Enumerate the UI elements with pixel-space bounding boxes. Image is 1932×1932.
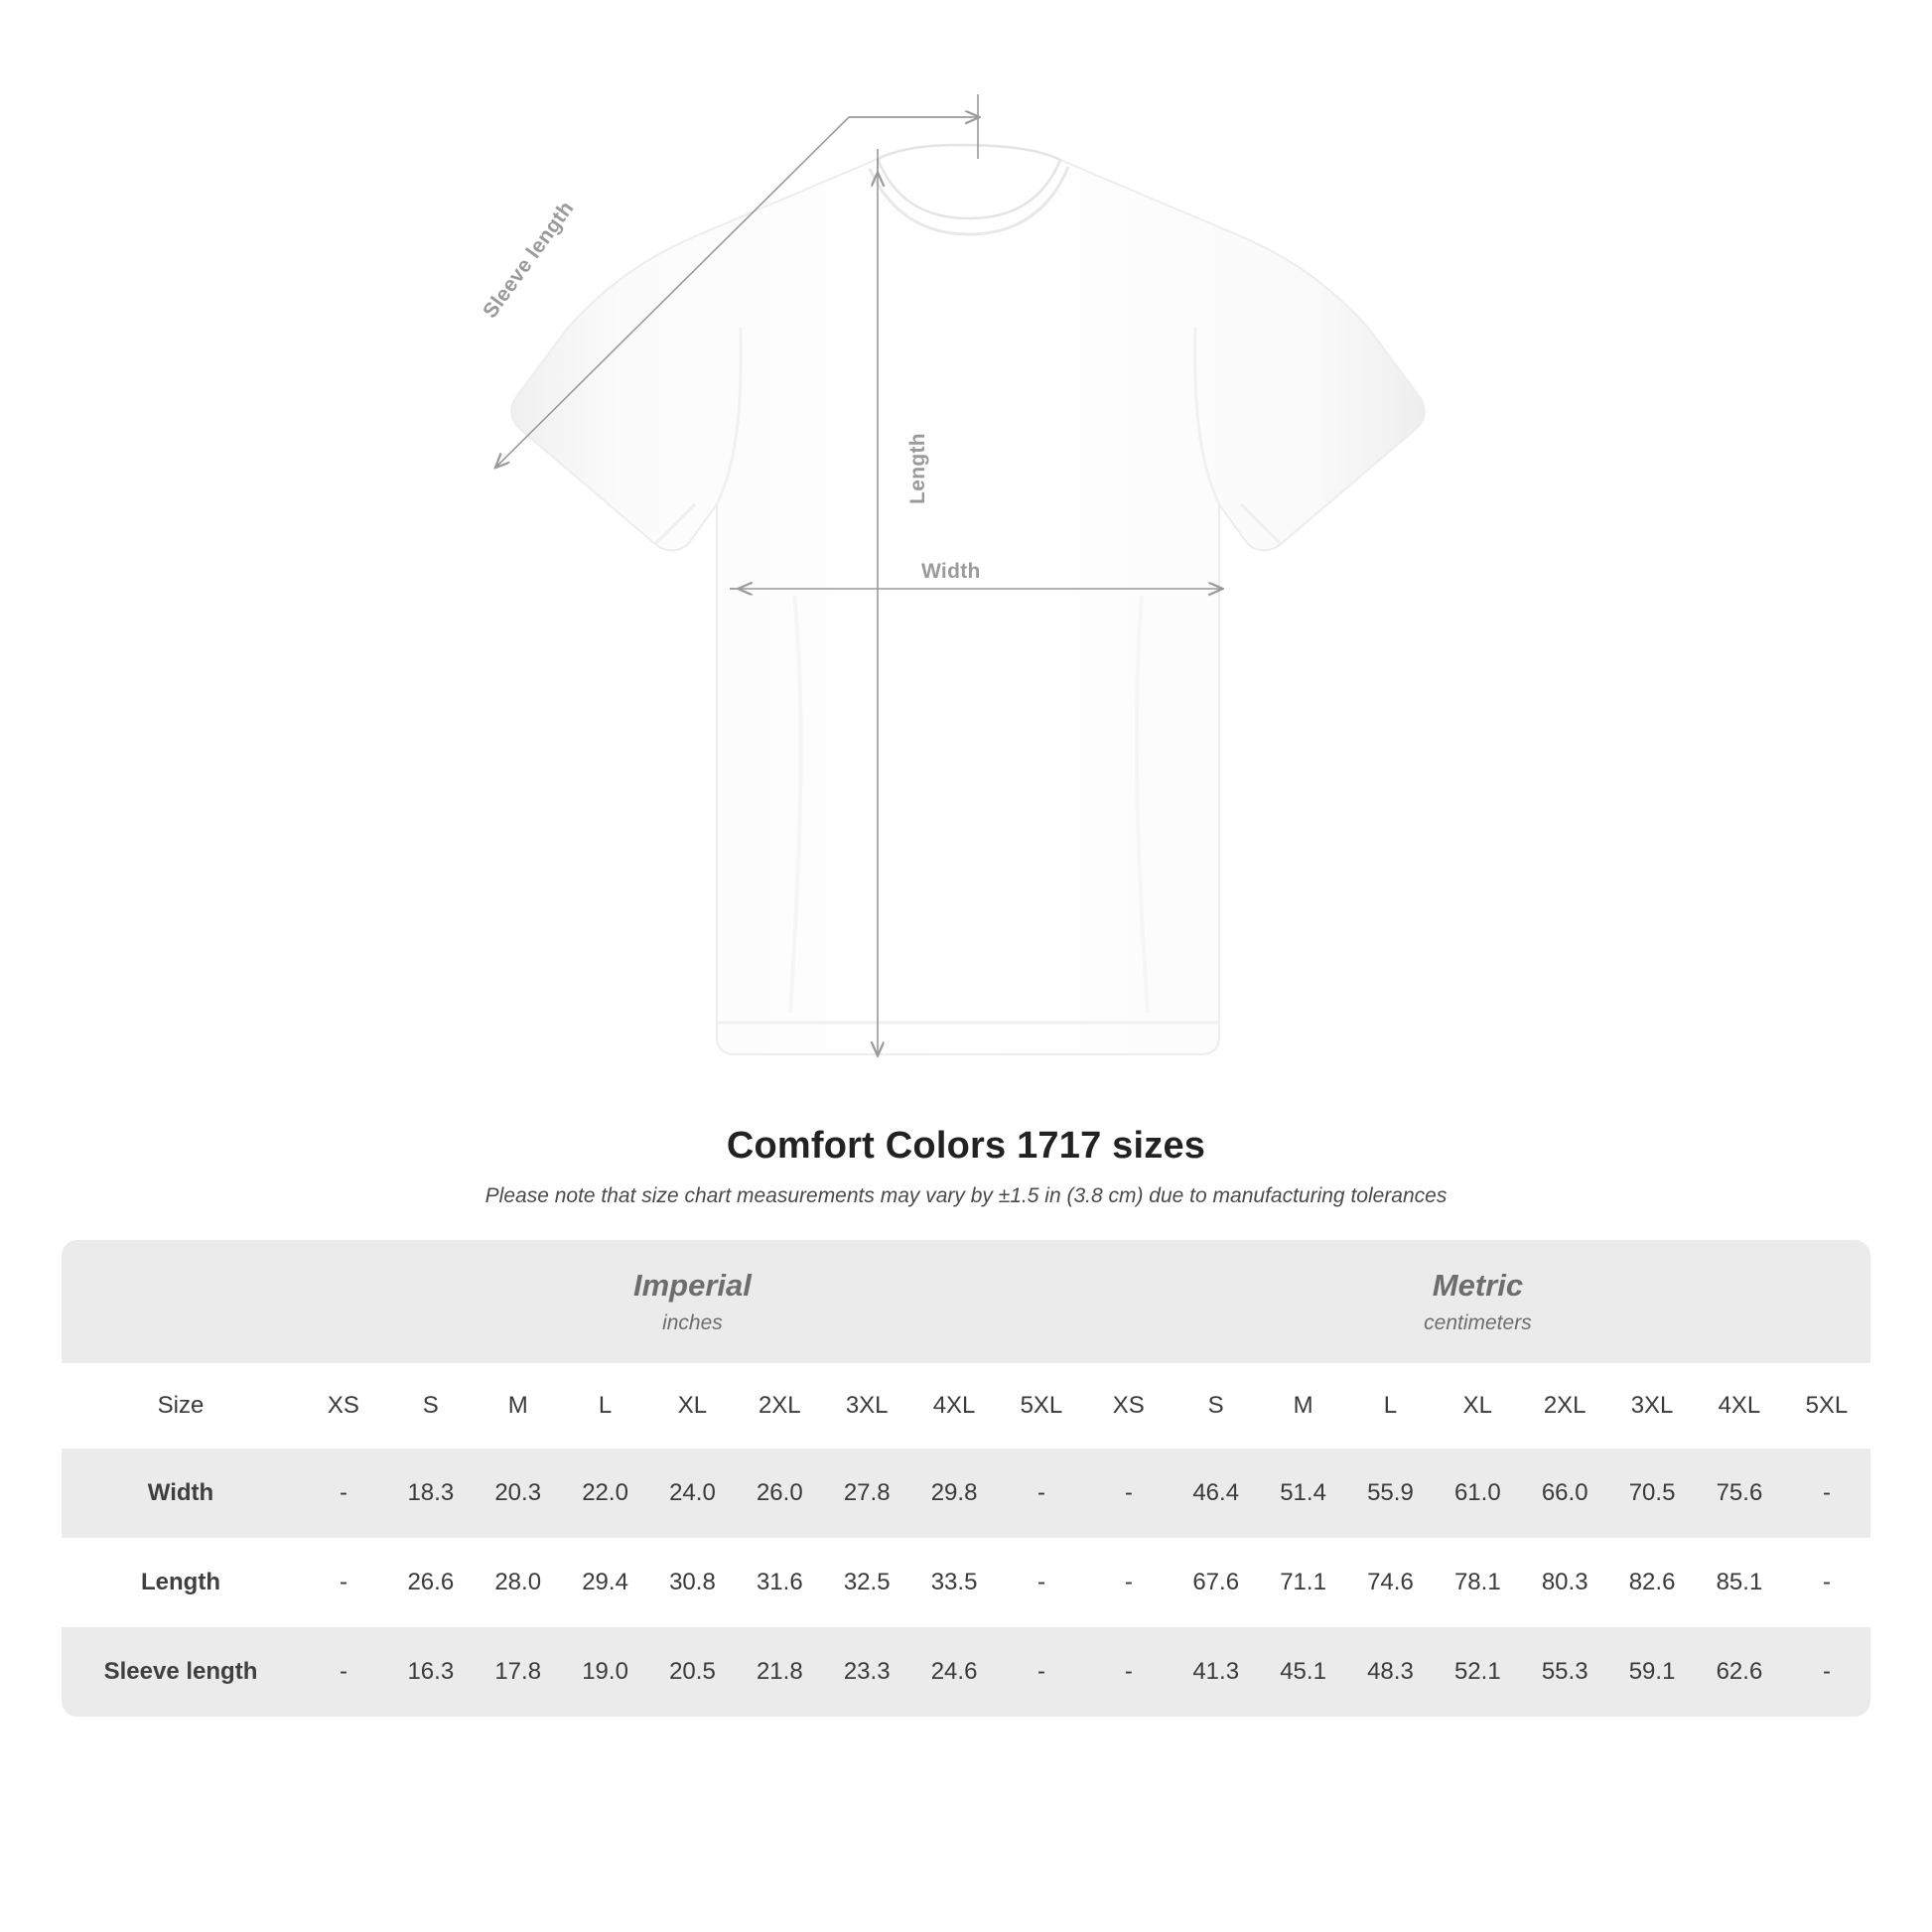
unit-header-imperial [300, 1240, 1085, 1363]
cell-sleeve-length-imperial-xs: - [300, 1627, 387, 1717]
unit-header-metric [1085, 1240, 1870, 1363]
cell-length-imperial-5xl: - [998, 1538, 1085, 1627]
unit-row-spacer [62, 1240, 300, 1363]
cell-width-imperial-xl: 24.0 [649, 1449, 737, 1538]
cell-sleeve-length-imperial-2xl: 21.8 [736, 1627, 823, 1717]
size-chart-table [62, 1240, 1870, 1717]
row-label-length: Length [62, 1538, 300, 1627]
cell-width-metric-l: 55.9 [1347, 1449, 1435, 1538]
cell-width-imperial-3xl: 27.8 [823, 1449, 910, 1538]
size-column-header-imperial-2xl: 2XL [736, 1363, 823, 1449]
page-title: Comfort Colors 1717 sizes [726, 1125, 1206, 1167]
cell-width-imperial-m: 20.3 [475, 1449, 562, 1538]
cell-length-imperial-2xl: 31.6 [736, 1538, 823, 1627]
cell-sleeve-length-metric-s: 41.3 [1173, 1627, 1260, 1717]
table-row [62, 1538, 1870, 1627]
cell-sleeve-length-imperial-5xl: - [998, 1627, 1085, 1717]
size-column-header-imperial-3xl: 3XL [823, 1363, 910, 1449]
size-header-label: Size [62, 1363, 300, 1449]
unit-subtitle: centimeters [1424, 1311, 1532, 1334]
cell-width-metric-xs: - [1085, 1449, 1173, 1538]
cell-width-metric-s: 46.4 [1173, 1449, 1260, 1538]
cell-length-metric-xs: - [1085, 1538, 1173, 1627]
cell-width-metric-m: 51.4 [1260, 1449, 1347, 1538]
size-column-header-imperial-5xl: 5XL [998, 1363, 1085, 1449]
tolerance-note: Please note that size chart measurements may vary by ±1.5 in (3.8 cm) due to manufacturing tolerances [484, 1184, 1448, 1207]
cell-sleeve-length-metric-l: 48.3 [1347, 1627, 1435, 1717]
tshirt-shape [511, 145, 1425, 1054]
cell-length-imperial-4xl: 33.5 [910, 1538, 998, 1627]
unit-name: Imperial [632, 1268, 752, 1303]
cell-sleeve-length-imperial-s: 16.3 [387, 1627, 475, 1717]
cell-sleeve-length-imperial-3xl: 23.3 [823, 1627, 910, 1717]
cell-width-imperial-l: 22.0 [562, 1449, 649, 1538]
cell-length-imperial-3xl: 32.5 [823, 1538, 910, 1627]
cell-width-metric-xl: 61.0 [1434, 1449, 1521, 1538]
heading-block [0, 1125, 1932, 1208]
cell-width-imperial-2xl: 26.0 [736, 1449, 823, 1538]
cell-length-metric-5xl: - [1783, 1538, 1870, 1627]
cell-sleeve-length-imperial-l: 19.0 [562, 1627, 649, 1717]
row-label-width: Width [62, 1449, 300, 1538]
size-column-header-imperial-s: S [387, 1363, 475, 1449]
size-column-header-imperial-m: M [475, 1363, 562, 1449]
width-dimension-label: Width [921, 560, 981, 583]
cell-sleeve-length-metric-2xl: 55.3 [1521, 1627, 1608, 1717]
cell-sleeve-length-metric-3xl: 59.1 [1608, 1627, 1696, 1717]
unit-header-row [62, 1240, 1870, 1363]
size-column-header-metric-l: L [1347, 1363, 1435, 1449]
size-column-header-metric-2xl: 2XL [1521, 1363, 1608, 1449]
cell-width-imperial-5xl: - [998, 1449, 1085, 1538]
unit-name: Metric [1432, 1268, 1524, 1303]
cell-length-metric-2xl: 80.3 [1521, 1538, 1608, 1627]
length-dimension-label: Length [905, 433, 929, 504]
cell-length-metric-xl: 78.1 [1434, 1538, 1521, 1627]
cell-length-metric-s: 67.6 [1173, 1538, 1260, 1627]
cell-length-imperial-xl: 30.8 [649, 1538, 737, 1627]
cell-sleeve-length-metric-xl: 52.1 [1434, 1627, 1521, 1717]
cell-length-imperial-l: 29.4 [562, 1538, 649, 1627]
cell-width-metric-3xl: 70.5 [1608, 1449, 1696, 1538]
size-column-header-imperial-xl: XL [649, 1363, 737, 1449]
size-column-header-metric-xl: XL [1434, 1363, 1521, 1449]
cell-length-imperial-xs: - [300, 1538, 387, 1627]
cell-width-imperial-xs: - [300, 1449, 387, 1538]
sleeve-length-dimension-label: Sleeve length [479, 197, 579, 323]
cell-width-imperial-4xl: 29.8 [910, 1449, 998, 1538]
cell-length-metric-4xl: 85.1 [1696, 1538, 1783, 1627]
cell-length-metric-3xl: 82.6 [1608, 1538, 1696, 1627]
table-row [62, 1627, 1870, 1717]
cell-width-metric-4xl: 75.6 [1696, 1449, 1783, 1538]
size-chart-table-wrapper [62, 1240, 1870, 1717]
cell-sleeve-length-imperial-m: 17.8 [475, 1627, 562, 1717]
cell-width-metric-5xl: - [1783, 1449, 1870, 1538]
cell-length-imperial-m: 28.0 [475, 1538, 562, 1627]
size-column-header-metric-m: M [1260, 1363, 1347, 1449]
cell-sleeve-length-metric-m: 45.1 [1260, 1627, 1347, 1717]
cell-length-metric-l: 74.6 [1347, 1538, 1435, 1627]
cell-sleeve-length-metric-5xl: - [1783, 1627, 1870, 1717]
cell-sleeve-length-metric-4xl: 62.6 [1696, 1627, 1783, 1717]
cell-width-imperial-s: 18.3 [387, 1449, 475, 1538]
size-column-header-metric-3xl: 3XL [1608, 1363, 1696, 1449]
cell-sleeve-length-imperial-4xl: 24.6 [910, 1627, 998, 1717]
size-header-row [62, 1363, 1870, 1449]
size-column-header-imperial-xs: XS [300, 1363, 387, 1449]
size-column-header-metric-5xl: 5XL [1783, 1363, 1870, 1449]
size-column-header-imperial-l: L [562, 1363, 649, 1449]
cell-length-metric-m: 71.1 [1260, 1538, 1347, 1627]
cell-sleeve-length-imperial-xl: 20.5 [649, 1627, 737, 1717]
size-column-header-metric-4xl: 4XL [1696, 1363, 1783, 1449]
cell-length-imperial-s: 26.6 [387, 1538, 475, 1627]
row-label-sleeve-length: Sleeve length [62, 1627, 300, 1717]
size-column-header-metric-xs: XS [1085, 1363, 1173, 1449]
table-row [62, 1449, 1870, 1538]
size-column-header-metric-s: S [1173, 1363, 1260, 1449]
size-column-header-imperial-4xl: 4XL [910, 1363, 998, 1449]
cell-width-metric-2xl: 66.0 [1521, 1449, 1608, 1538]
unit-subtitle: inches [662, 1311, 723, 1334]
cell-sleeve-length-metric-xs: - [1085, 1627, 1173, 1717]
